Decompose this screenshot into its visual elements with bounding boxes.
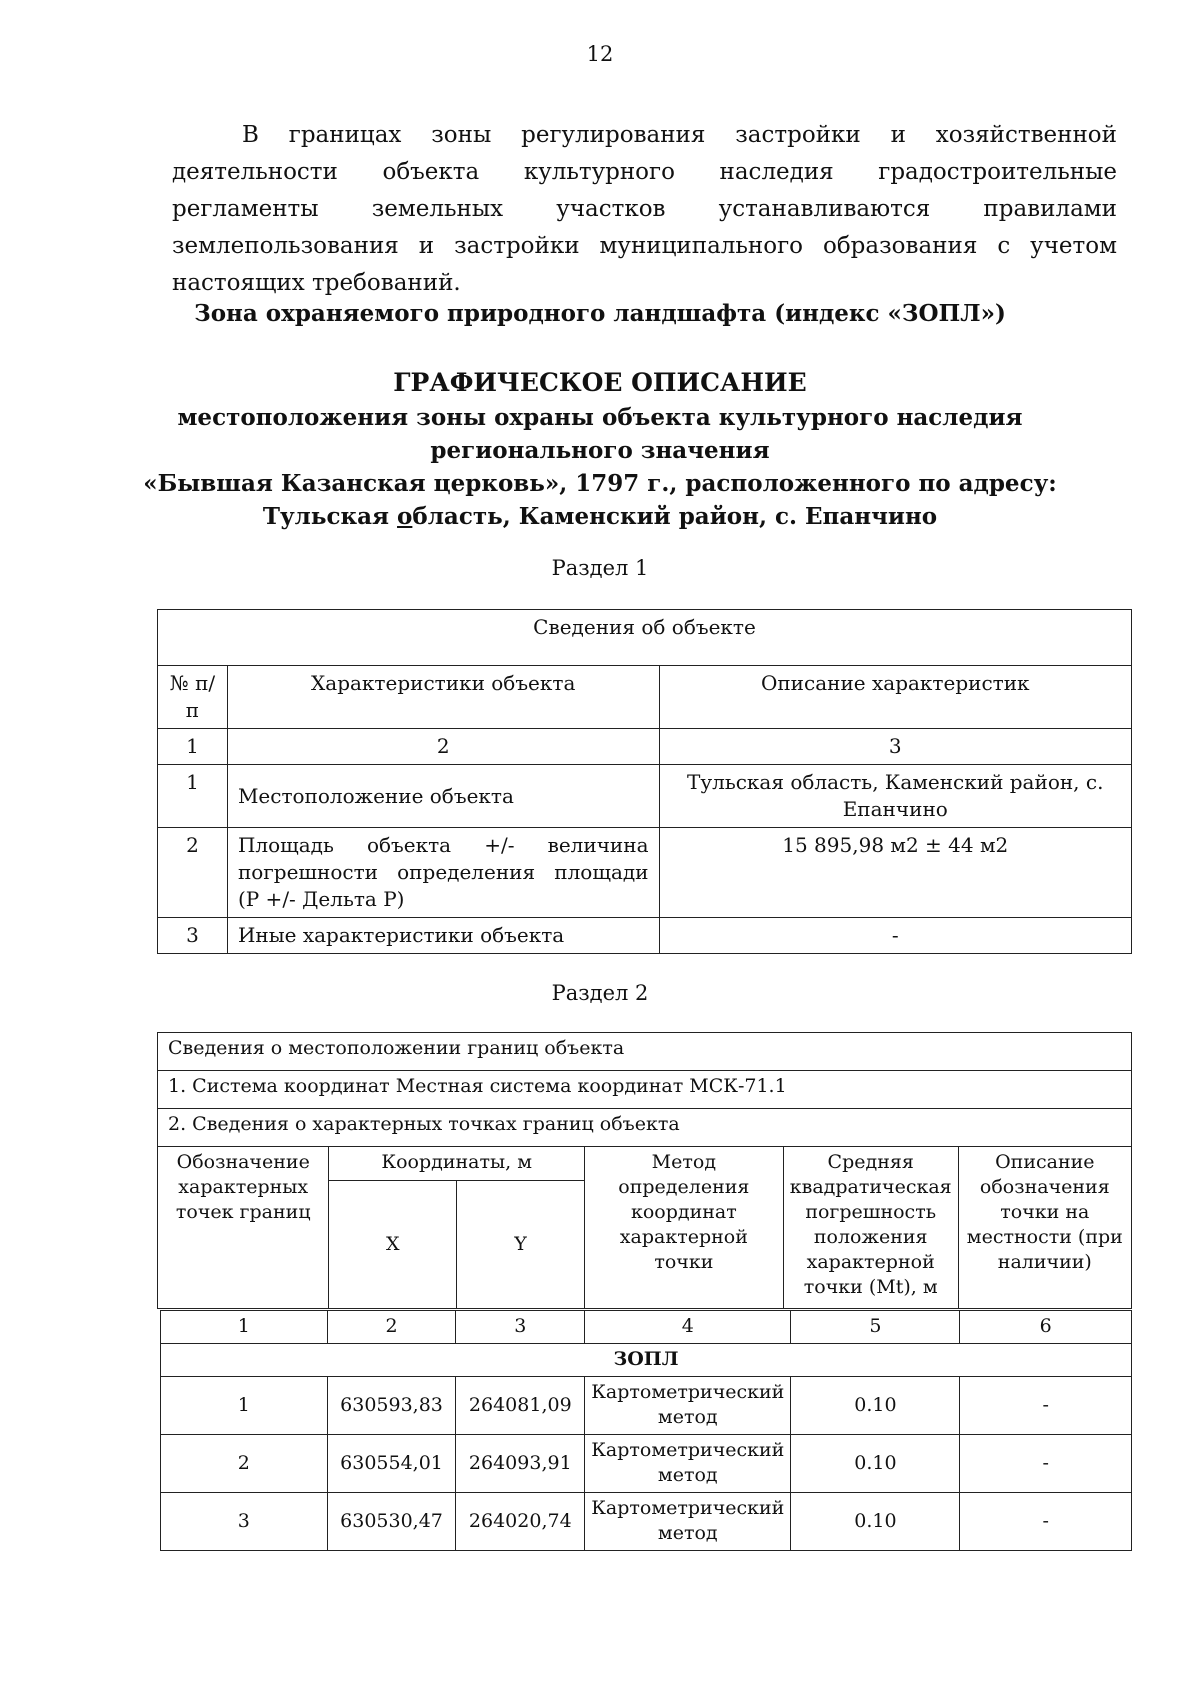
header-description: Описание характеристик xyxy=(659,666,1131,729)
table-row xyxy=(161,1493,1132,1551)
header-number: № п/п xyxy=(158,666,228,729)
point-method: Картометрический метод xyxy=(585,1435,791,1493)
row-number: 1 xyxy=(158,765,228,828)
info-row: Сведения о местоположении границ объекта xyxy=(158,1033,1132,1071)
row-description: 15 895,98 м2 ± 44 м2 xyxy=(659,828,1131,918)
table-row xyxy=(158,918,1132,954)
header-error: Средняя квадратическая погрешность положения характерной точки (Mt), м xyxy=(783,1147,958,1309)
table-row xyxy=(158,828,1132,918)
col-number: 4 xyxy=(585,1311,791,1344)
col-number: 1 xyxy=(158,729,228,765)
graphic-description-line: «Бывшая Казанская церковь», 1797 г., расположенного по адресу: xyxy=(143,470,1057,497)
point-desc: - xyxy=(960,1435,1132,1493)
header-point: Обозначение характерных точек границ xyxy=(158,1147,329,1309)
point-y: 264081,09 xyxy=(456,1377,585,1435)
zone-title: Зона охраняемого природного ландшафта (индекс «ЗОПЛ») xyxy=(194,300,1006,327)
header-coords: Координаты, м xyxy=(329,1147,585,1181)
info-row: 2. Сведения о характерных точках границ объекта xyxy=(158,1109,1132,1147)
address-part: бласть, Каменский район, с. Епанчино xyxy=(412,503,938,530)
col-number: 3 xyxy=(456,1311,585,1344)
col-number: 3 xyxy=(659,729,1131,765)
table-row xyxy=(161,1435,1132,1493)
point-y: 264020,74 xyxy=(456,1493,585,1551)
table-title: Сведения об объекте xyxy=(158,610,1132,666)
row-characteristic: Иные характеристики объекта xyxy=(227,918,659,954)
point-desc: - xyxy=(960,1377,1132,1435)
graphic-description-line: местоположения зоны охраны объекта культурного наследия xyxy=(177,404,1023,431)
point-desc: - xyxy=(960,1493,1132,1551)
point-method: Картометрический метод xyxy=(585,1377,791,1435)
point-method: Картометрический метод xyxy=(585,1493,791,1551)
table-row xyxy=(158,765,1132,828)
point-x: 630530,47 xyxy=(327,1493,456,1551)
graphic-description-heading xyxy=(0,365,1200,533)
header-y: Y xyxy=(457,1181,585,1309)
row-number: 2 xyxy=(158,828,228,918)
graphic-description-line: регионального значения xyxy=(430,437,770,464)
info-row: 1. Система координат Местная система координат МСК-71.1 xyxy=(158,1071,1132,1109)
point-x: 630593,83 xyxy=(327,1377,456,1435)
point-number: 2 xyxy=(161,1435,328,1493)
point-mt: 0.10 xyxy=(791,1493,960,1551)
col-number: 2 xyxy=(227,729,659,765)
address-underlined-letter: о xyxy=(397,503,413,530)
row-description: Тульская область, Каменский район, с. Епанчино xyxy=(659,765,1131,828)
col-number: 5 xyxy=(791,1311,960,1344)
table-row xyxy=(161,1377,1132,1435)
graphic-description-title: ГРАФИЧЕСКОЕ ОПИСАНИЕ xyxy=(393,368,807,397)
point-mt: 0.10 xyxy=(791,1377,960,1435)
boundary-points-table xyxy=(160,1310,1132,1551)
section2-title: Раздел 2 xyxy=(551,981,649,1005)
point-mt: 0.10 xyxy=(791,1435,960,1493)
point-y: 264093,91 xyxy=(456,1435,585,1493)
row-number: 3 xyxy=(158,918,228,954)
section1-title: Раздел 1 xyxy=(551,556,649,580)
row-description: - xyxy=(659,918,1131,954)
header-x: X xyxy=(329,1181,457,1309)
row-characteristic: Местоположение объекта xyxy=(227,765,659,828)
col-number: 1 xyxy=(161,1311,328,1344)
row-characteristic: Площадь объекта +/- величина погрешности определения площади (Р +/- Дельта Р) xyxy=(227,828,659,918)
boundary-header-table xyxy=(157,1032,1132,1309)
col-number: 2 xyxy=(327,1311,456,1344)
header-characteristic: Характеристики объекта xyxy=(227,666,659,729)
page-number: 12 xyxy=(586,42,614,66)
header-desc: Описание обозначения точки на местности (при наличии) xyxy=(958,1147,1131,1309)
graphic-description-address xyxy=(0,500,1200,533)
point-number: 1 xyxy=(161,1377,328,1435)
address-part: Тульская xyxy=(262,503,398,530)
header-method: Метод определения координат характерной точки xyxy=(584,1147,783,1309)
col-number: 6 xyxy=(960,1311,1132,1344)
intro-paragraph: В границах зоны регулирования застройки и хозяйственной деятельности объекта культурного наследия градостроительные регламенты земельных участков устанавливаются правилами землепользования и застройки муниципального образования с учетом настоящих требований. xyxy=(172,122,1117,296)
object-info-table xyxy=(157,609,1132,954)
point-x: 630554,01 xyxy=(327,1435,456,1493)
point-number: 3 xyxy=(161,1493,328,1551)
group-label: ЗОПЛ xyxy=(161,1344,1132,1377)
